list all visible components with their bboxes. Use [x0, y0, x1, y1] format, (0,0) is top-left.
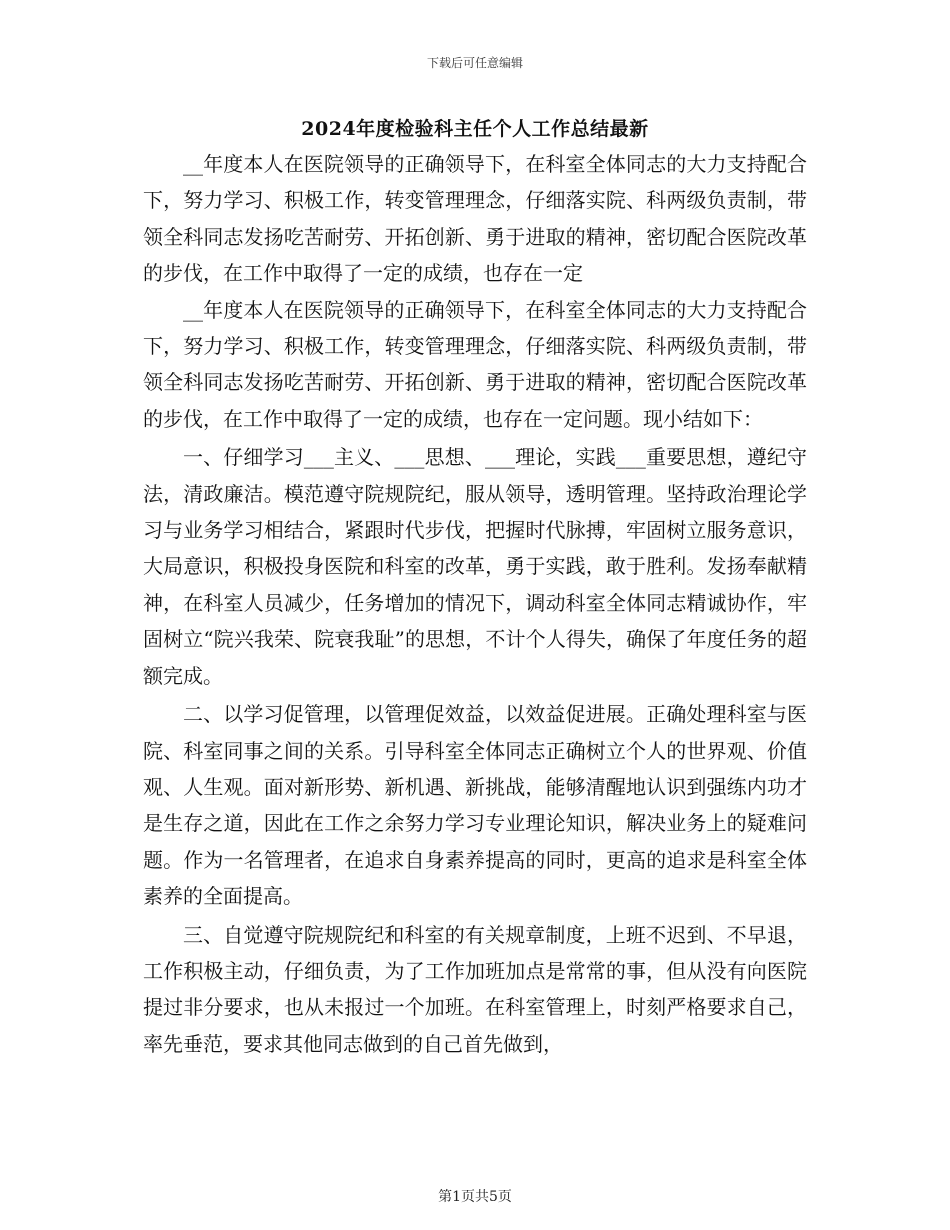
header-note: 下载后可任意编辑	[426, 56, 523, 70]
paragraph-1: __年度本人在医院领导的正确领导下，在科室全体同志的大力支持配合下，努力学习、积极工作，转变管理理念，仔细落实院、科两级负责制，带领全科同志发扬吃苦耐劳、开拓创新、勇于进取的精神，密切配合医院改革的步伐，在工作中取得了一定的成绩，也存在一定	[143, 152, 807, 286]
paragraph-5: 三、自觉遵守院规院纪和科室的有关规章制度，上班不迟到、不早退，工作积极主动，仔细负责，为了工作加班加点是常常的事，但从没有向医院提过非分要求，也从未报过一个加班。在科室管理上，时刻严格要求自己，率先垂范，要求其他同志做到的自己首先做到，	[143, 922, 807, 1056]
paragraph-3: 一、仔细学习___主义、___思想、___理论，实践___重要思想，遵纪守法，清政廉洁。模范遵守院规院纪，服从领导，透明管理。坚持政治理论学习与业务学习相结合，紧跟时代步伐，把握时代脉搏，牢固树立服务意识，大局意识，积极投身医院和科室的改革，勇于实践，敢于胜利。发扬奉献精神，在科室人员减少，任务增加的情况下，调动科室全体同志精诚协作，牢固树立“院兴我荣、院衰我耻”的思想，不计个人得失，确保了年度任务的超额完成。	[143, 445, 807, 688]
paragraph-2: __年度本人在医院领导的正确领导下，在科室全体同志的大力支持配合下，努力学习、积极工作，转变管理理念，仔细落实院、科两级负责制，带领全科同志发扬吃苦耐劳、开拓创新、勇于进取的精神，密切配合医院改革的步伐，在工作中取得了一定的成绩，也存在一定问题。现小结如下：	[143, 297, 807, 431]
document-body	[143, 146, 807, 1062]
paragraph-4: 二、以学习促管理，以管理促效益，以效益促进展。正确处理科室与医院、科室同事之间的关系。引导科室全体同志正确树立个人的世界观、价值观、人生观。面对新形势、新机遇、新挑战，能够清醒地认识到强练内功才是生存之道，因此在工作之余努力学习专业理论知识，解决业务上的疑难问题。作为一名管理者，在追求自身素养提高的同时，更高的追求是科室全体素养的全面提高。	[143, 702, 807, 909]
page-number-footer: 第1页共5页	[438, 1189, 512, 1205]
document-title: 2024年度检验科主任个人工作总结最新	[301, 118, 649, 140]
